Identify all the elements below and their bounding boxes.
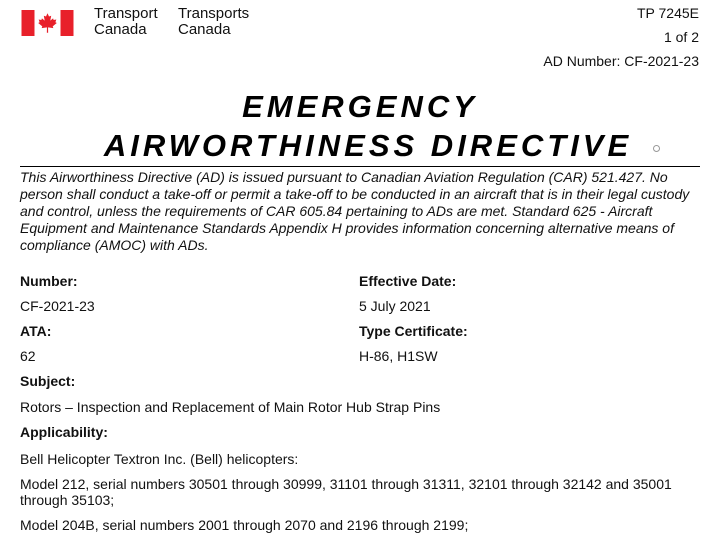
- ata-label: ATA:: [20, 323, 52, 339]
- title-divider: [20, 166, 700, 167]
- applicability-label: Applicability:: [20, 424, 108, 440]
- agency-fr-line1: Transports: [178, 5, 250, 22]
- applicability-intro: Bell Helicopter Textron Inc. (Bell) helicopters:: [20, 451, 299, 467]
- agency-name-english: [94, 6, 158, 38]
- type-certificate-value: H-86, H1SW: [359, 348, 438, 364]
- title-line-1: EMERGENCY: [242, 89, 478, 124]
- number-label: Number:: [20, 273, 78, 289]
- page-indicator: 1 of 2: [663, 29, 699, 45]
- subject-label: Subject:: [20, 373, 76, 389]
- intro-paragraph: This Airworthiness Directive (AD) is issued pursuant to Canadian Aviation Regulation (CAR) 521.427. No person shall conduct a take-off or permit a take-off to be conducted in an aircraft that is in their legal custody and control, unless the requirements of CAR 605.84 pertaining to ADs are met. Standard 625 - Aircraft Equipment and Maintenance Standards Appendix H provides information concerning alternative means of compliance (AMOC) with ADs.: [20, 169, 690, 253]
- ad-number-header: AD Number: CF-2021-23: [543, 53, 699, 69]
- effective-date-label: Effective Date:: [359, 273, 457, 289]
- applicability-model-212: Model 212, serial numbers 30501 through 30999, 31101 through 31311, 32101 through 32142 and 35001 through 35103;: [20, 476, 672, 508]
- agency-name-french: [178, 6, 249, 38]
- form-number: TP 7245E: [636, 5, 699, 21]
- applicability-model-204b: Model 204B, serial numbers 2001 through 2070 and 2196 through 2199;: [20, 517, 469, 533]
- agency-en-line2: Canada: [94, 21, 147, 38]
- number-value: CF-2021-23: [20, 298, 95, 314]
- type-certificate-label: Type Certificate:: [359, 323, 468, 339]
- agency-fr-line2: Canada: [178, 21, 231, 38]
- title-line-2: AIRWORTHINESS DIRECTIVE: [103, 128, 633, 163]
- ata-value: 62: [20, 348, 36, 364]
- canada-flag-icon: [20, 10, 75, 36]
- circle-mark-icon: [653, 145, 660, 152]
- agency-en-line1: Transport: [94, 5, 158, 22]
- effective-date-value: 5 July 2021: [359, 298, 431, 314]
- subject-value: Rotors – Inspection and Replacement of Main Rotor Hub Strap Pins: [20, 399, 441, 415]
